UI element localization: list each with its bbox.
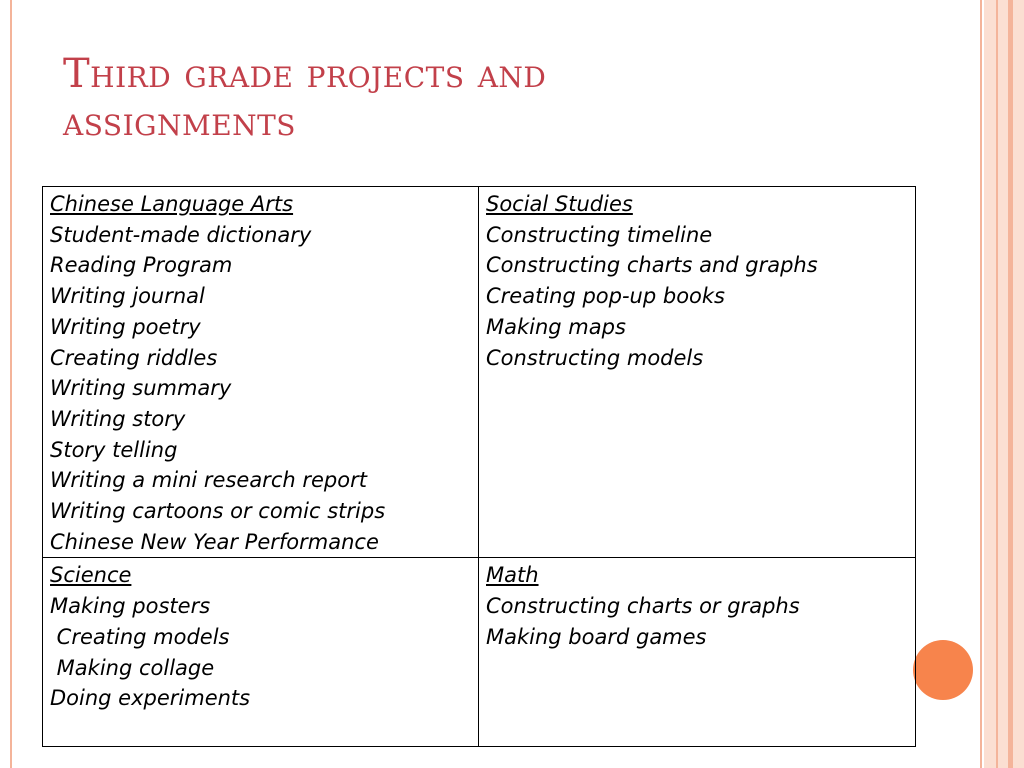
right-frame-band [984,0,1024,768]
list-item: Writing a mini research report [50,468,367,493]
table-row [43,187,916,558]
cell-heading: Chinese Language Arts [50,192,294,216]
list-item: Creating pop-up books [486,284,725,309]
list-item: Writing summary [50,376,232,401]
list-item: Story telling [50,437,178,462]
list-item: Making board games [486,624,707,649]
list-item: Writing journal [50,284,205,309]
list-item: Constructing timeline [486,222,713,247]
list-item: Creating riddles [50,345,218,370]
decorative-circle [913,640,973,700]
right-frame-line [980,0,982,768]
right-frame-line-outer [1008,0,1013,768]
list-item: Chinese New Year Performance [50,529,379,554]
list-item: Making posters [50,594,211,619]
math-cell [479,558,916,747]
list-item: Making maps [486,314,626,339]
list-item: Constructing models [486,345,704,370]
list-item: Reading Program [50,253,233,278]
list-item: Writing cartoons or comic strips [50,499,386,524]
subjects-table [42,186,916,747]
cell-heading: Social Studies [486,192,633,216]
science-cell [43,558,479,747]
left-frame-line [10,0,12,768]
chinese-language-arts-cell [43,187,479,558]
slide-title: Third grade projects and assignments [63,51,547,145]
list-item: Writing story [50,406,186,431]
list-item: Constructing charts and graphs [486,253,818,278]
list-item: Constructing charts or graphs [486,594,800,619]
social-studies-cell [479,187,916,558]
list-item: Writing poetry [50,314,201,339]
list-item: Doing experiments [50,686,251,711]
cell-heading: Math [486,563,539,588]
list-item: Making collage [50,655,215,680]
list-item: Student-made dictionary [50,222,312,247]
cell-heading: Science [50,563,132,588]
list-item: Creating models [50,624,230,649]
right-frame-line-inner [996,0,998,768]
table-row [43,558,916,747]
